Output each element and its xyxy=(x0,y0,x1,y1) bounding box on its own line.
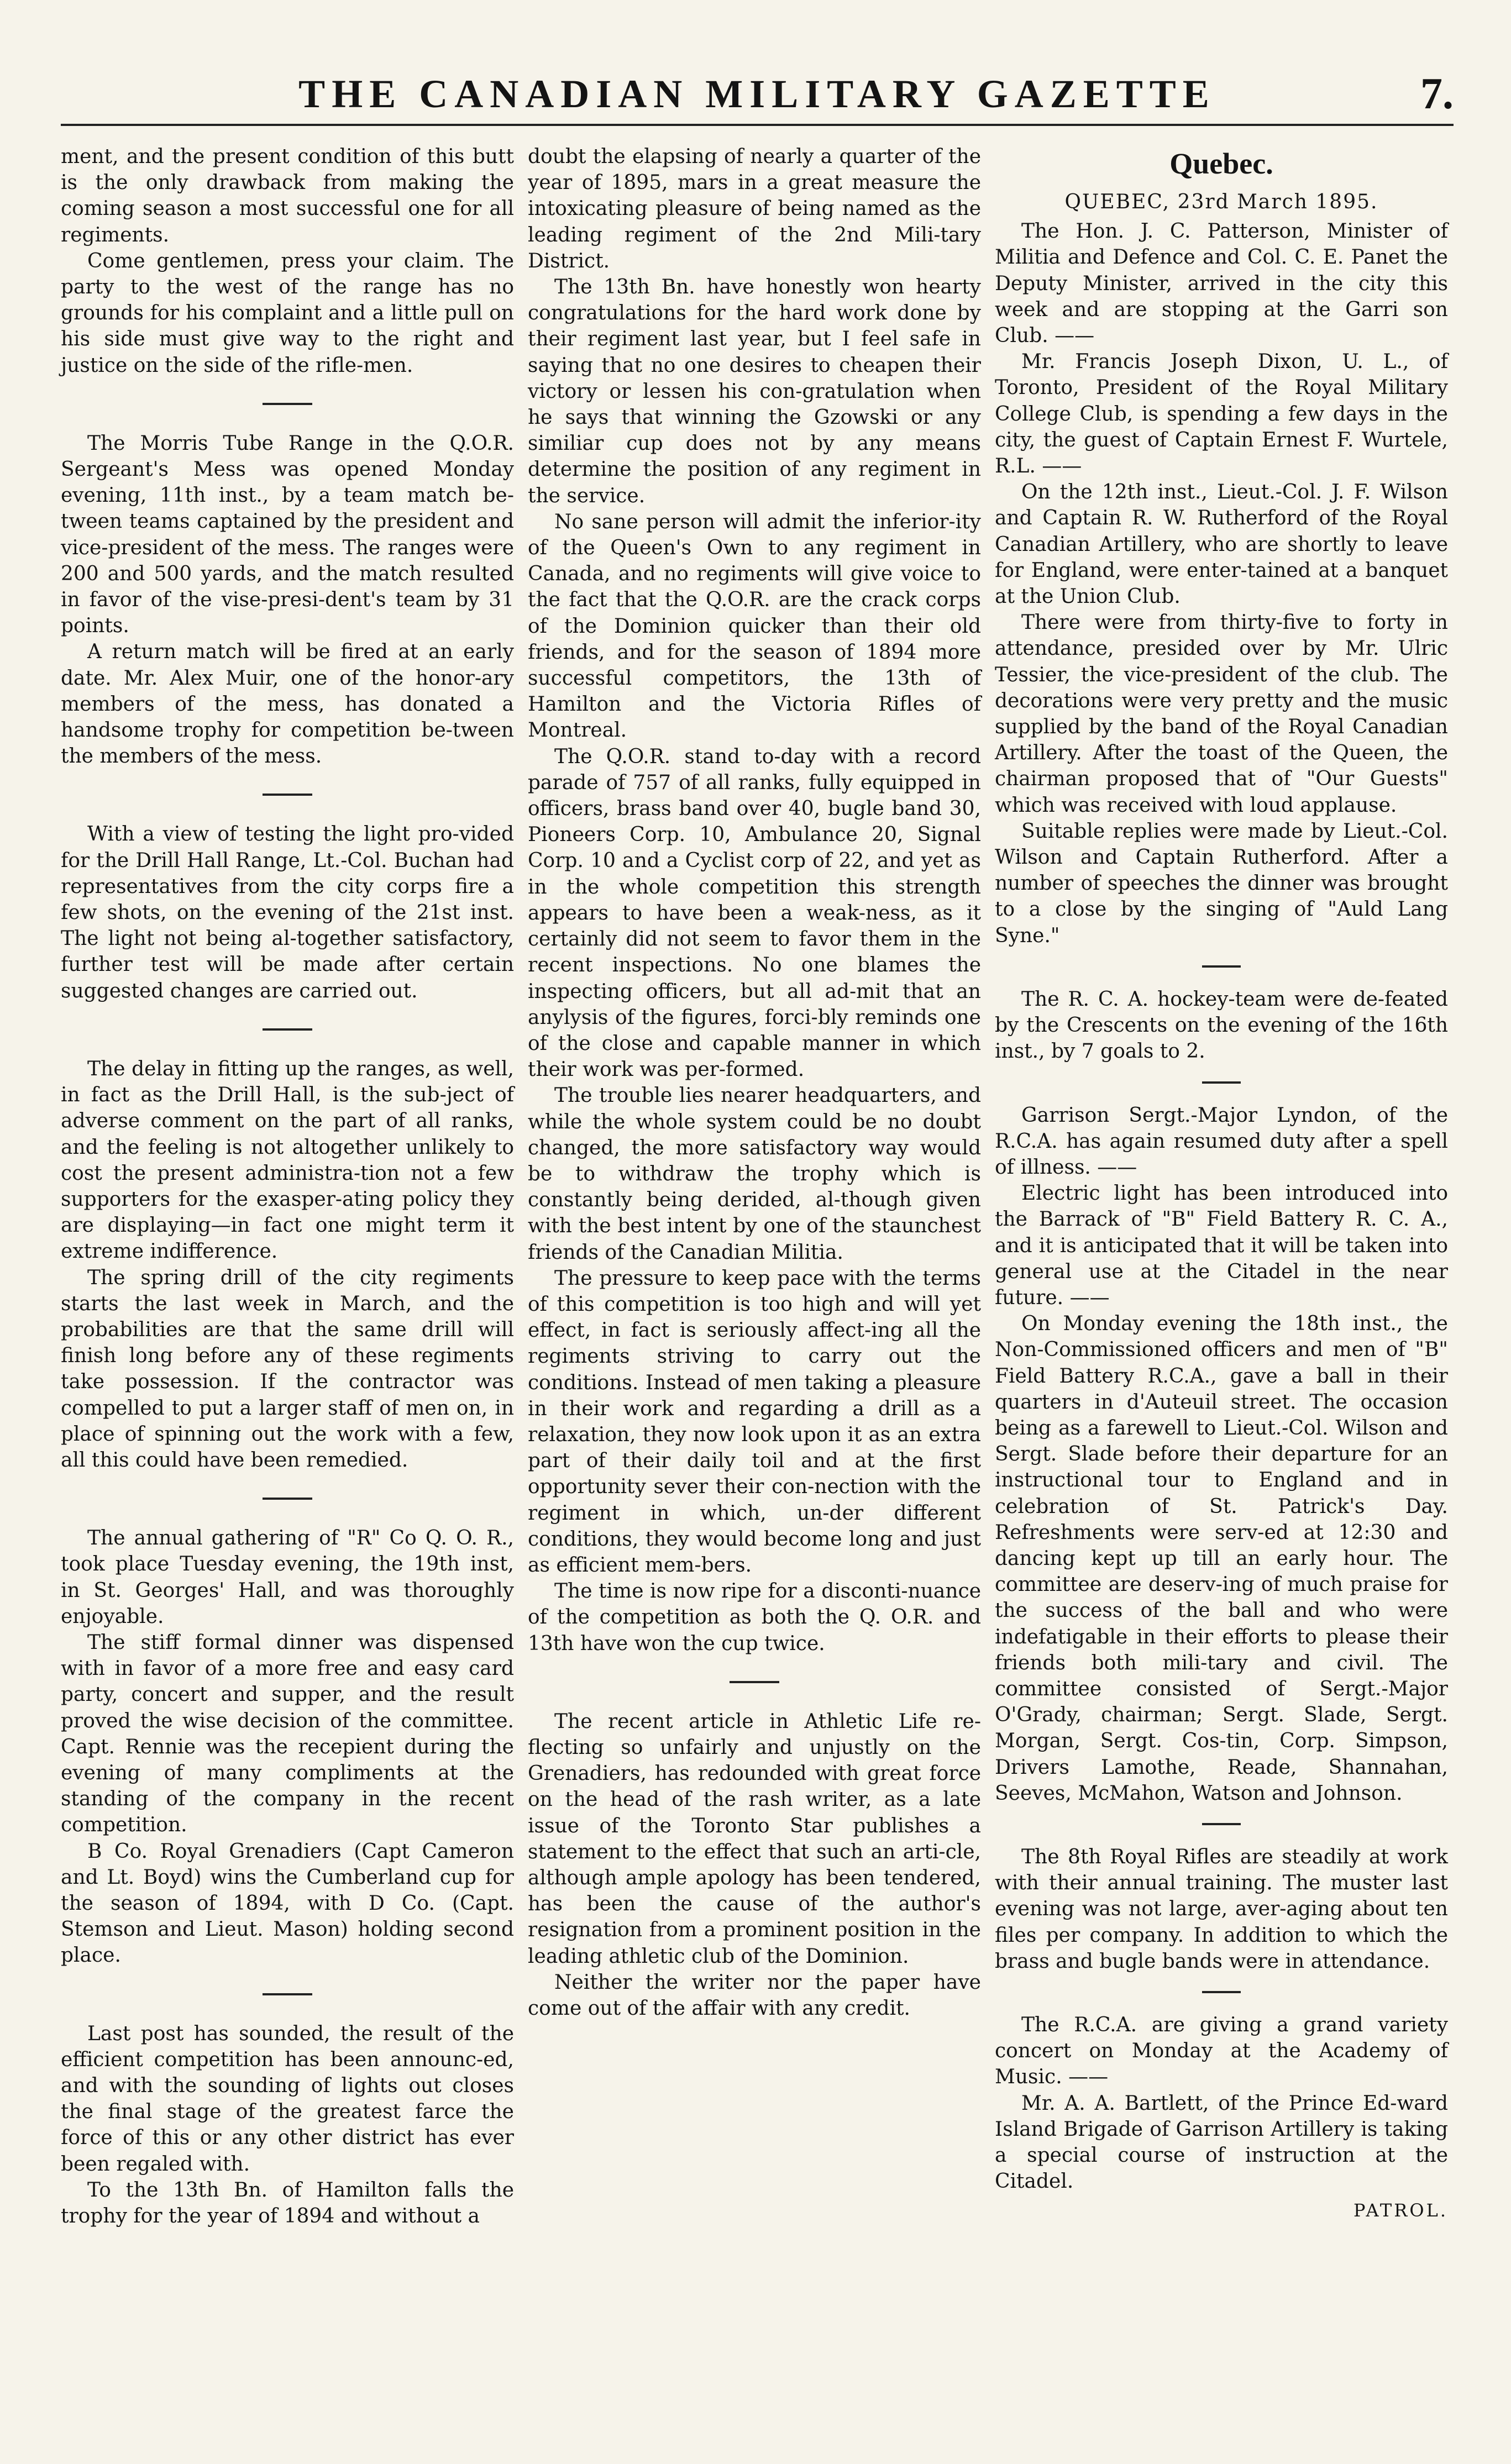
article-paragraph: The Q.O.R. stand to-day with a record parade of 757 of all ranks, fully equipped in officers, brass band over 40, bugle band 30, Pioneers Corp. 10, Ambulance 20, Signal Corp. 10 and a Cyclist corp of 22, and yet as in the whole competition this strength appears to have been a weak-ness, as it certainly did not seem to favor them in the recent inspections. No one blames the inspecting officers, but all ad-mit that an anylysis of the figures, forci-bly reminds one of the close and capable manner in which their work was per-formed. xyxy=(528,745,981,1081)
article-paragraph: The 8th Royal Rifles are steadily at work with their annual training. The muster last evening was not large, aver-aging about ten files per company. In addition to which the brass and bugle bands were in attendance. xyxy=(995,1845,1448,1973)
article-paragraph: doubt the elapsing of nearly a quarter of the year of 1895, mars in a great measure the intoxicating pleasure of being named as the leading regiment of the 2nd Mili-tary District. xyxy=(528,145,981,272)
article-paragraph: Last post has sounded, the result of the efficient competition has been announc-ed, and with the sounding of lights out closes the final stage of the greatest farce the force of this or any other district has ever been regaled with. xyxy=(61,2022,514,2176)
article-paragraph: Suitable replies were made by Lieut.-Col. Wilson and Captain Rutherford. After a number of speeches the dinner was brought to a close by the singing of "Auld Lang Syne." xyxy=(995,819,1448,947)
article-paragraph: Garrison Sergt.-Major Lyndon, of the R.C.A. has again resumed duty after a spell of illness. —— xyxy=(995,1104,1448,1179)
section-divider xyxy=(263,794,312,796)
article-paragraph: The Morris Tube Range in the Q.O.R. Sergeant's Mess was opened Monday evening, 11th inst., by a team match be-tween teams captained by the president and vice-president of the mess. The ranges were 200 and 500 yards, and the match resulted in favor of the vise-presi-dent's team by 31 points. xyxy=(61,432,514,638)
section-title-quebec: Quebec. xyxy=(1169,147,1273,180)
article-paragraph: Electric light has been introduced into the Barrack of "B" Field Battery R. C. A., and it is anticipated that it will be taken into general use at the Citadel in the near future. —— xyxy=(995,1182,1448,1309)
article-paragraph: With a view of testing the light pro-vided for the Drill Hall Range, Lt.-Col. Buchan had representatives from the city corps fire a few shots, on the evening of the 21st inst. The light not being al-together satisfactory, further test will be made after certain suggested changes are carried out. xyxy=(61,823,514,1002)
article-paragraph: On Monday evening the 18th inst., the Non-Commissioned officers and men of "B" Field Battery R.C.A., gave a ball in their quarters in d'Auteuil street. The occasion being as a farewell to Lieut.-Col. Wilson and Sergt. Slade before their departure for an instructional tour to England and in celebration of St. Patrick's Day. Refreshments were serv-ed at 12:30 and dancing kept up till an early hour. The committee are deserv-ing of much praise for the success of the ball and who were indefatigable in their efforts to please their friends both mili-tary and civil. The committee consisted of Sergt.-Major O'Grady, chairman; Sergt. Slade, Sergt. Morgan, Sergt. Cos-tin, Corp. Simpson, Drivers Lamothe, Reade, Shannahan, Seeves, McMahon, Watson and Johnson. xyxy=(995,1312,1448,1805)
article-paragraph: To the 13th Bn. of Hamilton falls the trophy for the year of 1894 and without a xyxy=(61,2178,514,2228)
section-divider xyxy=(730,1681,779,1683)
article-paragraph: The annual gathering of "R" Co Q. O. R., took place Tuesday evening, the 19th inst, in St. Georges' Hall, and was thoroughly enjoyable. xyxy=(61,1527,514,1628)
article-paragraph: The recent article in Athletic Life re-flecting so unfairly and unjustly on the Grenadiers, has redounded with great force on the head of the rash writer, as a late issue of the Toronto Star publishes a statement to the effect that such an arti-cle, although ample apology has been tendered, has been the cause of the author's resignation from a prominent position in the leading athletic club of the Dominion. xyxy=(528,1710,981,1968)
article-paragraph: The stiff formal dinner was dispensed with in favor of a more free and easy card party, concert and supper, and the result proved the wise decision of the committee. Capt. Rennie was the recepient during the evening of many compliments at the standing of the company in the recent competition. xyxy=(61,1631,514,1837)
article-paragraph: ment, and the present condition of this butt is the only drawback from making the coming season a most successful one for all regiments. xyxy=(61,145,514,246)
section-divider xyxy=(1202,1991,1241,1993)
section-divider xyxy=(263,1028,312,1031)
article-paragraph: The pressure to keep pace with the terms of this competition is too high and will yet effect, in fact is seriously affect-ing all the regiments striving to carry out the conditions. Instead of men taking a pleasure in their work and regarding a drill as a relaxation, they now look upon it as an extra part of their daily toil and at the first opportunity sever their con-nection with the regiment in which, un-der different conditions, they would become long and just as efficient mem-bers. xyxy=(528,1267,981,1577)
header-rule xyxy=(61,124,1454,126)
page-header xyxy=(61,66,1454,127)
article-paragraph: A return match will be fired at an early date. Mr. Alex Muir, one of the honor-ary members of the mess, has donated a handsome trophy for competition be-tween the members of the mess. xyxy=(61,640,514,768)
section-divider xyxy=(263,1498,312,1500)
section-divider xyxy=(1202,1081,1241,1084)
column-1 xyxy=(61,144,514,2229)
section-divider xyxy=(263,1993,312,1995)
article-paragraph: The Hon. J. C. Patterson, Minister of Militia and Defence and Col. C. E. Panet the Deputy Minister, arrived in the city this week and are stopping at the Garri son Club. —— xyxy=(995,220,1448,348)
article-paragraph: There were from thirty-five to forty in attendance, presided over by Mr. Ulric Tessier, the vice-president of the club. The decorations were very pretty and the music supplied by the band of the Royal Canadian Artillery. After the toast of the Queen, the chairman proposed that of "Our Guests" which was received with loud applause. xyxy=(995,611,1448,817)
article-paragraph: The 13th Bn. have honestly won hearty congratulations for the hard work done by their regiment last year, but I feel safe in saying that no one desires to cheapen their victory or lessen his con-gratulation when he says that winning the Gzowski or any similiar cup does not by any means determine the position of any regiment in the service. xyxy=(528,276,981,507)
article-paragraph: The spring drill of the city regiments starts the last week in March, and the probabilities are that the same drill will finish long before any of these regiments take possession. If the contractor was compelled to put a larger staff of men on, in place of spinning out the work with a few, all this could have been remedied. xyxy=(61,1266,514,1472)
article-paragraph: Mr. A. A. Bartlett, of the Prince Ed-ward Island Brigade of Garrison Artillery is taking a special course of instruction at the Citadel. xyxy=(995,2092,1448,2193)
column-2 xyxy=(528,144,981,2021)
article-paragraph: B Co. Royal Grenadiers (Capt Cameron and Lt. Boyd) wins the Cumberland cup for the season of 1894, with D Co. (Capt. Stemson and Lieut. Mason) holding second place. xyxy=(61,1840,514,1967)
article-paragraph: The time is now ripe for a disconti-nuance of the competition as both the Q. O.R. and 13th have won the cup twice. xyxy=(528,1580,981,1655)
column-3 xyxy=(995,144,1448,2224)
dateline: QUEBEC, 23rd March 1895. xyxy=(1064,191,1378,213)
article-paragraph: Neither the writer nor the paper have come out of the affair with any credit. xyxy=(528,1971,981,2020)
article-paragraph: The R.C.A. are giving a grand variety concert on Monday at the Academy of Music. —— xyxy=(995,2014,1448,2089)
article-paragraph: Mr. Francis Joseph Dixon, U. L., of Toronto, President of the Royal Military College Club, is spending a few days in the city, the guest of Captain Ernest F. Wurtele, R.L. —— xyxy=(995,350,1448,478)
signature: PATROL. xyxy=(1353,2200,1448,2221)
article-paragraph: The R. C. A. hockey-team were de-feated by the Crescents on the evening of the 16th inst., by 7 goals to 2. xyxy=(995,987,1448,1063)
article-paragraph: Come gentlemen, press your claim. The party to the west of the range has no grounds for his complaint and a little pull on his side must give way to the right and justice on the side of the rifle-men. xyxy=(61,249,514,377)
article-paragraph: On the 12th inst., Lieut.-Col. J. F. Wilson and Captain R. W. Rutherford of the Royal Canadian Artillery, who are shortly to leave for England, were enter-tained at a banquet at the Union Club. xyxy=(995,481,1448,608)
section-divider xyxy=(1202,1823,1241,1825)
section-divider xyxy=(263,403,312,405)
article-paragraph: No sane person will admit the inferior-ity of the Queen's Own to any regiment in Canada, and no regiments will give voice to the fact that the Q.O.R. are the crack corps of the Dominion quicker than their old friends, and for the season of 1894 more successful competitors, the 13th of Hamilton and the Victoria Rifles of Montreal. xyxy=(528,510,981,742)
masthead-title: THE CANADIAN MILITARY GAZETTE xyxy=(298,72,1216,116)
section-divider xyxy=(1202,965,1241,968)
page-number: 7. xyxy=(1420,70,1454,118)
article-paragraph: The delay in fitting up the ranges, as well, in fact as the Drill Hall, is the sub-ject of adverse comment on the part of all ranks, and the feeling is not altogether unlikely to cost the present administra-tion not a few supporters for the exasper-ating policy they are displaying—in fact one might term it extreme indifference. xyxy=(61,1057,514,1263)
article-paragraph: The trouble lies nearer headquarters, and while the whole system could be no doubt changed, the more satisfactory way would be to withdraw the trophy which is constantly being derided, al-though given with the best intent by one of the staunchest friends of the Canadian Militia. xyxy=(528,1084,981,1264)
